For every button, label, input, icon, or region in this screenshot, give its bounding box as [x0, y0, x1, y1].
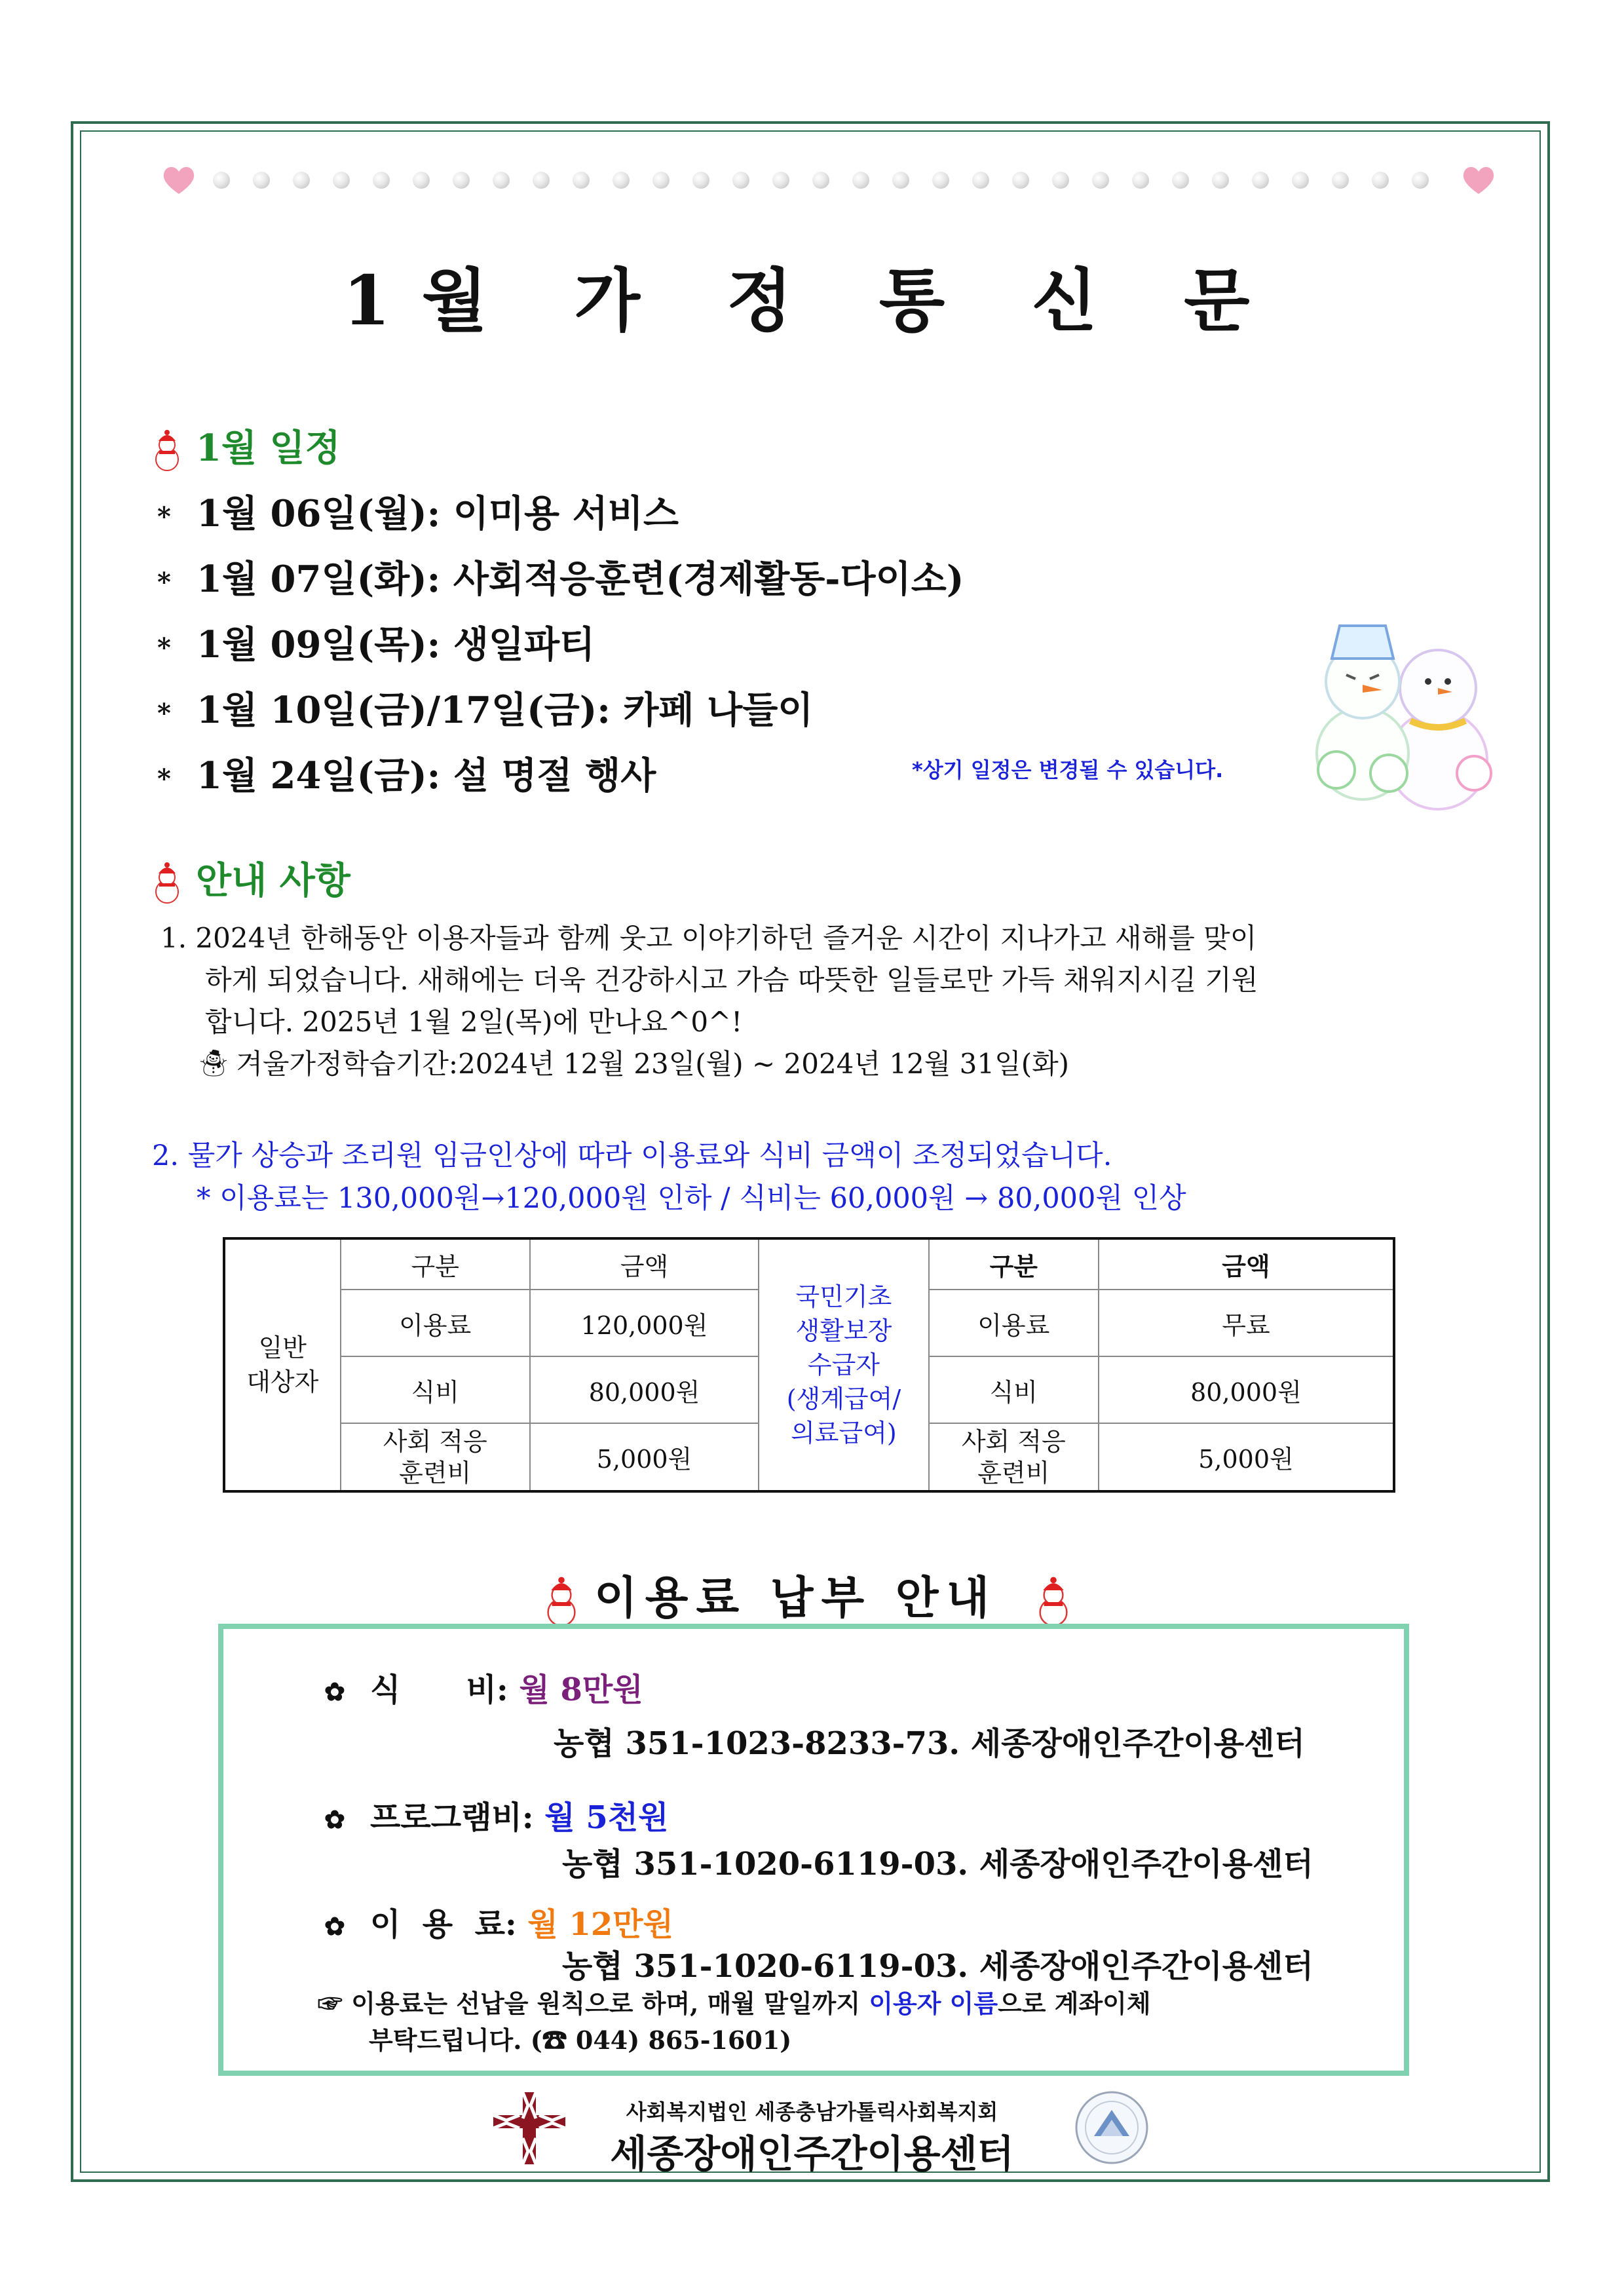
- pearl-decoration: [1292, 172, 1309, 189]
- flower-icon: ✿: [324, 1805, 345, 1834]
- pearl-decoration: [1332, 172, 1349, 189]
- pearl-decoration: [972, 172, 989, 189]
- fee-cell: 무료: [1099, 1290, 1394, 1356]
- bullet-star: *: [157, 501, 171, 532]
- payment-item-meal: [324, 1664, 643, 1710]
- fee-cell: 사회 적응 훈련비: [929, 1423, 1099, 1491]
- bullet-star: *: [157, 566, 171, 598]
- snowman-icon: [147, 862, 187, 905]
- payment-item-program: [324, 1792, 669, 1837]
- fee-cell: 식비: [341, 1356, 530, 1423]
- pearl-decoration: [493, 172, 510, 189]
- notice-paragraph-1: [161, 917, 1458, 1085]
- payment-note: [318, 1985, 1151, 2059]
- pearl-decoration: [533, 172, 550, 189]
- payment-label: 이 용 료:: [370, 1906, 517, 1943]
- org-subtitle: 사회복지법인 세종충남가톨릭사회복지회: [626, 2099, 998, 2124]
- payment-account: 농협 351-1020-6119-03. 세종장애인주간이용센터: [562, 1846, 1313, 1883]
- schedule-item: [157, 550, 964, 603]
- payment-note-text: 으로 계좌이체: [998, 1989, 1151, 2018]
- pearl-decoration: [892, 172, 909, 189]
- payment-label: 식 비:: [370, 1672, 508, 1708]
- pearl-decoration: [373, 172, 390, 189]
- pearl-border-decoration: [161, 164, 1497, 197]
- notice-paragraph-2: 2. 물가 상승과 조리원 임금인상에 따라 이용료와 식비 금액이 조정되었습니다.: [152, 1139, 1112, 1172]
- fee-group-basic-livelihood: 국민기초 생활보장 수급자 (생계급여/ 의료급여): [759, 1238, 928, 1491]
- pearl-decoration: [293, 172, 310, 189]
- payment-note-text: 이용료는 선납을 원칙으로 하며, 매월 말일까지: [351, 1989, 869, 2018]
- pearl-decoration: [812, 172, 829, 189]
- payment-label: 프로그램비:: [370, 1799, 534, 1836]
- payment-amount: 월 5천원: [544, 1799, 669, 1836]
- payment-amount: 월 12만원: [527, 1906, 674, 1943]
- pearl-decoration: [1052, 172, 1069, 189]
- payment-heading-label: 이용료 납부 안내: [594, 1572, 998, 1624]
- notice-fee-change: * 이용료는 130,000원→120,000원 인하 / 식비는 60,000원 → 80,000원 인상: [197, 1182, 1186, 1215]
- fee-cell: 이용료: [341, 1290, 530, 1356]
- fee-table: [223, 1237, 1395, 1493]
- payment-note-highlight: 이용자 이름: [869, 1989, 998, 2018]
- schedule-note: *상기 일정은 변경될 수 있습니다.: [912, 757, 1224, 782]
- snowman-icon: [1030, 1576, 1077, 1628]
- pearl-decoration: [1172, 172, 1189, 189]
- notice-line: ☃ 겨울가정학습기간:2024년 12월 23일(월) ~ 2024년 12월 31일(화): [200, 1048, 1070, 1080]
- pearl-decoration: [333, 172, 350, 189]
- page-title: 1월 가 정 통 신 문: [343, 260, 1281, 341]
- pearl-decoration: [852, 172, 869, 189]
- pearl-decoration: [732, 172, 749, 189]
- schedule-heading: [147, 419, 341, 472]
- schedule-item-text: 1월 07일(화): 사회적응훈련(경제활동-다이소): [197, 558, 964, 601]
- flower-icon: ✿: [324, 1911, 345, 1941]
- pearl-decoration: [453, 172, 470, 189]
- snowman-icon: [147, 429, 187, 472]
- schedule-item: [157, 485, 679, 537]
- bullet-star: *: [157, 763, 171, 794]
- schedule-item: [157, 747, 656, 799]
- fee-cell: 120,000원: [530, 1290, 759, 1356]
- pearl-decoration: [932, 172, 949, 189]
- pearl-decoration: [1132, 172, 1149, 189]
- payment-item-usage-fee: [324, 1899, 673, 1944]
- payment-amount: 월 8만원: [519, 1672, 643, 1708]
- pointer-icon: ☞: [318, 1989, 343, 2018]
- payment-note-contact: 부탁드립니다. (☎ 044) 865-1601): [369, 2025, 792, 2055]
- flower-icon: ✿: [324, 1677, 345, 1706]
- fee-cell: 5,000원: [530, 1423, 759, 1491]
- schedule-item-text: 1월 06일(월): 이미용 서비스: [197, 492, 679, 535]
- pearl-decoration: [692, 172, 709, 189]
- fee-header-cell: 금액: [530, 1238, 759, 1290]
- pearl-decoration: [1372, 172, 1389, 189]
- pearl-decoration: [573, 172, 590, 189]
- pearl-decoration: [413, 172, 430, 189]
- fee-cell: 사회 적응 훈련비: [341, 1423, 530, 1491]
- pearl-decoration: [1212, 172, 1229, 189]
- sejong-seal-logo: [1074, 2090, 1150, 2166]
- schedule-item-text: 1월 10일(금)/17일(금): 카페 나들이: [197, 689, 814, 732]
- payment-account: 농협 351-1020-6119-03. 세종장애인주간이용센터: [562, 1948, 1313, 1985]
- schedule-item: [157, 616, 595, 668]
- pearl-decoration: [1412, 172, 1429, 189]
- schedule-item-text: 1월 09일(목): 생일파티: [197, 623, 595, 666]
- schedule-heading-label: 1월 일정: [196, 427, 341, 470]
- snowman-icon: [538, 1576, 585, 1628]
- pearl-decoration: [213, 172, 230, 189]
- notice-heading-label: 안내 사항: [196, 859, 350, 902]
- notice-line: 하게 되었습니다. 새해에는 더욱 건강하시고 가슴 따뜻한 일들로만 가득 채워지시길 기원: [205, 964, 1258, 996]
- fee-cell: 80,000원: [530, 1356, 759, 1423]
- pearl-decoration: [1252, 172, 1269, 189]
- schedule-item: [157, 681, 813, 734]
- notice-line: 1. 2024년 한해동안 이용자들과 함께 웃고 이야기하던 즐거운 시간이 지나가고 새해를 맞이: [161, 922, 1257, 954]
- fee-group-general: 일반 대상자: [224, 1238, 341, 1491]
- fee-cell: 5,000원: [1099, 1423, 1394, 1491]
- heart-icon: [1460, 164, 1497, 197]
- fee-cell: 식비: [929, 1356, 1099, 1423]
- snowman-pair-illustration: [1300, 609, 1497, 813]
- schedule-item-text: 1월 24일(금): 설 명절 행사: [197, 754, 656, 797]
- fee-cell: 이용료: [929, 1290, 1099, 1356]
- notice-heading: [147, 852, 350, 905]
- org-name: 세종장애인주간이용센터: [610, 2132, 1014, 2176]
- payment-account: 농협 351-1023-8233-73. 세종장애인주간이용센터: [554, 1725, 1305, 1762]
- pearl-decoration: [253, 172, 270, 189]
- bullet-star: *: [157, 697, 171, 729]
- fee-cell: 80,000원: [1099, 1356, 1394, 1423]
- payment-heading: [0, 1563, 1624, 1628]
- fee-header-cell: 금액: [1099, 1238, 1394, 1290]
- fee-header-cell: 구분: [929, 1238, 1099, 1290]
- notice-line: 합니다. 2025년 1월 2일(목)에 만나요^0^!: [205, 1006, 743, 1038]
- pearl-decoration: [1012, 172, 1029, 189]
- pearl-decoration: [613, 172, 630, 189]
- bullet-star: *: [157, 632, 171, 663]
- fee-header-cell: 구분: [341, 1238, 530, 1290]
- pearl-decoration: [772, 172, 789, 189]
- heart-icon: [161, 164, 197, 197]
- pearl-decoration: [652, 172, 670, 189]
- pearl-decoration: [1092, 172, 1109, 189]
